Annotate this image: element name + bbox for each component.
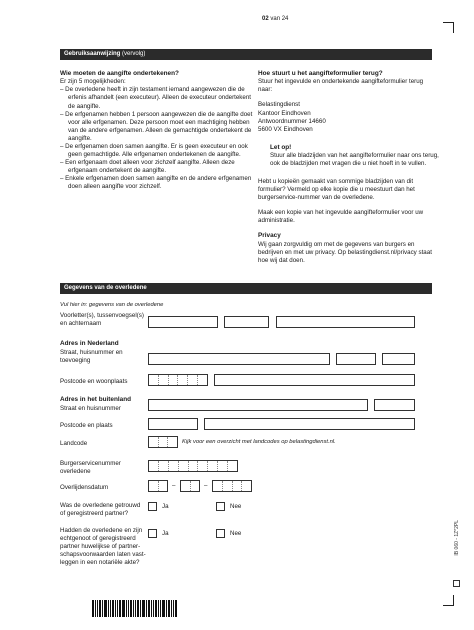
barcode-bar bbox=[108, 600, 109, 617]
bsn-input[interactable] bbox=[148, 460, 238, 472]
barcode-bar bbox=[104, 600, 107, 617]
date-separator: – bbox=[204, 482, 208, 489]
no-label: Nee bbox=[230, 503, 242, 510]
form-marker-icon bbox=[453, 580, 460, 587]
country-hint: Kijk voor een overzicht met landcodes op belastingdienst.nl. bbox=[182, 439, 336, 445]
barcode-bar bbox=[175, 600, 177, 617]
barcode-bar bbox=[153, 600, 154, 617]
barcode-bar bbox=[146, 600, 147, 617]
postcode-label: Postcode en woonplaats bbox=[60, 378, 128, 385]
instructions-right-column bbox=[258, 70, 438, 134]
barcode-bar bbox=[95, 600, 96, 617]
house-number-input[interactable] bbox=[336, 353, 376, 365]
yes-label: Ja bbox=[162, 503, 169, 510]
return-heading: Hoe stuurt u het aangifteformulier terug? bbox=[258, 70, 383, 77]
barcode-bar bbox=[128, 600, 129, 617]
names-label: Voorletter(s), tussenvoegsel(s) en achternaam bbox=[60, 312, 144, 328]
barcode-bar bbox=[97, 600, 98, 617]
country-label: Landcode bbox=[60, 440, 88, 447]
barcode-bar bbox=[166, 600, 167, 617]
barcode-bar bbox=[99, 600, 101, 617]
nl-address-heading: Adres in Nederland bbox=[60, 340, 119, 347]
death-day-input[interactable] bbox=[148, 480, 168, 492]
street-abroad-label: Straat en huisnummer bbox=[60, 405, 121, 412]
house-number-abroad-input[interactable] bbox=[374, 399, 415, 411]
barcode-bar bbox=[137, 600, 139, 617]
addition-input[interactable] bbox=[382, 353, 415, 365]
yes-label: Ja bbox=[162, 530, 169, 537]
surname-input[interactable] bbox=[276, 316, 415, 328]
married-yes-checkbox[interactable] bbox=[148, 502, 157, 511]
barcode-bar bbox=[117, 600, 118, 617]
street-label: Straat, huisnummer en toevoeging bbox=[60, 349, 123, 365]
city-input[interactable] bbox=[214, 374, 415, 386]
street-abroad-input[interactable] bbox=[148, 399, 368, 411]
initials-input[interactable] bbox=[148, 316, 218, 328]
barcode-bar bbox=[142, 600, 145, 617]
address-line: Antwoordnummer 14660 bbox=[258, 117, 326, 125]
privacy-text: Wij gaan zorgvuldig om met de gegevens van burgers en bedrijven en met uw privacy. Op belastingdienst.nl/privacy staat hoe wij dat doen. bbox=[258, 240, 432, 264]
barcode-bar bbox=[155, 600, 157, 617]
conditions-no-checkbox[interactable] bbox=[216, 529, 225, 538]
barcode-bar bbox=[173, 600, 174, 617]
instructions-left-column bbox=[60, 70, 256, 191]
barcode-bar bbox=[110, 600, 111, 617]
partner-conditions-label: Hadden de overledene en zijn echtgenoot of geregistreerd partner huwelijkse of partner-schapsvoorwaarden laten vast-leggen in een notariële akte? bbox=[60, 527, 146, 567]
barcode-bar bbox=[102, 600, 103, 617]
married-label: Was de overledene getrouwd of geregistreerd partner? bbox=[60, 502, 141, 518]
date-separator: – bbox=[172, 482, 176, 489]
barcode-bar bbox=[168, 600, 170, 617]
abroad-address-heading: Adres in het buitenland bbox=[60, 396, 132, 403]
postcode-abroad-label: Postcode en plaats bbox=[60, 422, 113, 429]
section-bar-instructions: Gebruiksaanwijzing (vervolg) bbox=[60, 49, 432, 60]
married-no-checkbox[interactable] bbox=[216, 502, 225, 511]
barcode-bar bbox=[126, 600, 127, 617]
signers-heading: Wie moeten de aangifte ondertekenen? bbox=[60, 70, 179, 77]
prefix-input[interactable] bbox=[224, 316, 269, 328]
barcode-bar bbox=[158, 600, 159, 617]
barcode-bar bbox=[92, 600, 94, 617]
barcode-bar bbox=[160, 600, 161, 617]
return-intro: Stuur het ingevulde en ondertekende aangifteformulier terug naar: bbox=[258, 78, 424, 94]
bsn-label: Burgerservicenummer overledene bbox=[60, 460, 121, 476]
signer-option: – De overledene heeft in zijn testament iemand aangewezen die de erfenis afhandelt (een executeur). Alleen de executeur ondertekent de aangifte. bbox=[60, 86, 251, 110]
country-code-input[interactable] bbox=[148, 436, 178, 448]
conditions-yes-checkbox[interactable] bbox=[148, 529, 157, 538]
barcode-bar bbox=[135, 600, 136, 617]
barcode-bar bbox=[151, 600, 152, 617]
signers-intro: Er zijn 5 mogelijkheden: bbox=[60, 78, 126, 86]
barcode-bar bbox=[133, 600, 134, 617]
page-number: 02 van 24 bbox=[262, 16, 289, 22]
barcode-bar bbox=[112, 600, 114, 617]
barcode-bar bbox=[171, 600, 172, 617]
barcode-bar bbox=[130, 600, 132, 617]
signer-option: – Een erfgenaam doet alleen voor zichzelf aangifte. Alleen deze erfgenaam ondertekent de aangifte. bbox=[60, 158, 235, 175]
barcode-bar bbox=[162, 600, 165, 617]
no-label: Nee bbox=[230, 530, 242, 537]
street-input[interactable] bbox=[148, 353, 330, 365]
signer-option: – Enkele erfgenamen doen samen aangifte en de andere erfgenamen doen alleen aangifte voor zichzelf. bbox=[60, 175, 252, 191]
barcode-bar bbox=[119, 600, 121, 617]
section-bar-deceased: Gegevens van de overledene bbox=[60, 283, 432, 294]
postcode-abroad-input[interactable] bbox=[148, 418, 198, 430]
privacy-heading: Privacy bbox=[258, 232, 281, 240]
corner-mark-bottom bbox=[443, 595, 454, 606]
barcode-bar bbox=[148, 600, 150, 617]
postcode-input[interactable] bbox=[148, 374, 208, 386]
death-year-input[interactable] bbox=[212, 480, 252, 492]
signer-option: – De erfgenamen doen samen aangifte. Er is geen executeur en ook geen gemachtigde. Alle erfgenamen ondertekenen de aangifte. bbox=[60, 142, 248, 158]
barcode-bar bbox=[115, 600, 116, 617]
address-line: Belastingdienst bbox=[258, 101, 300, 109]
city-abroad-input[interactable] bbox=[204, 418, 415, 430]
barcode bbox=[92, 600, 192, 617]
address-line: 5600 VX Eindhoven bbox=[258, 125, 313, 133]
corner-mark-top bbox=[443, 22, 454, 33]
address-line: Kantoor Eindhoven bbox=[258, 109, 311, 117]
form-code: IB 060 - 1Z*2PL bbox=[453, 520, 460, 556]
barcode-bar bbox=[140, 600, 141, 617]
signer-option: – De erfgenamen hebben 1 persoon aangewezen die de aangifte doet voor alle erfgenamen. Deze persoon moet een machtiging hebben van de andere erfgenamen. Alleen de gemachtigde ondertekent de aangifte. bbox=[60, 110, 253, 142]
barcode-bar bbox=[122, 600, 125, 617]
copy-note: Hebt u kopieën gemaakt van sommige bladzijden van dit formulier? Vermeld op elke kopie die u meestuurt dan het burgerservice-nummer van de overledene. Maak een kopie van het ingevulde aangifteformulier voor uw administratie. Privacy Wij gaan zorgvuldig om met de gegevens van burgers en bedrijven en met uw privacy. Op belastingdienst.nl/privacy staat hoe wij dat doen. bbox=[258, 178, 440, 265]
death-date-label: Overlijdensdatum bbox=[60, 484, 109, 491]
instruction-text: Vul hier in: gegevens van de overledene bbox=[60, 302, 164, 308]
death-month-input[interactable] bbox=[180, 480, 200, 492]
letop-note: Let op! Stuur alle bladzijden van het aangifteformulier naar ons terug, ook de bladzijden met vragen die u niet hoeft in te vullen. bbox=[270, 144, 439, 168]
